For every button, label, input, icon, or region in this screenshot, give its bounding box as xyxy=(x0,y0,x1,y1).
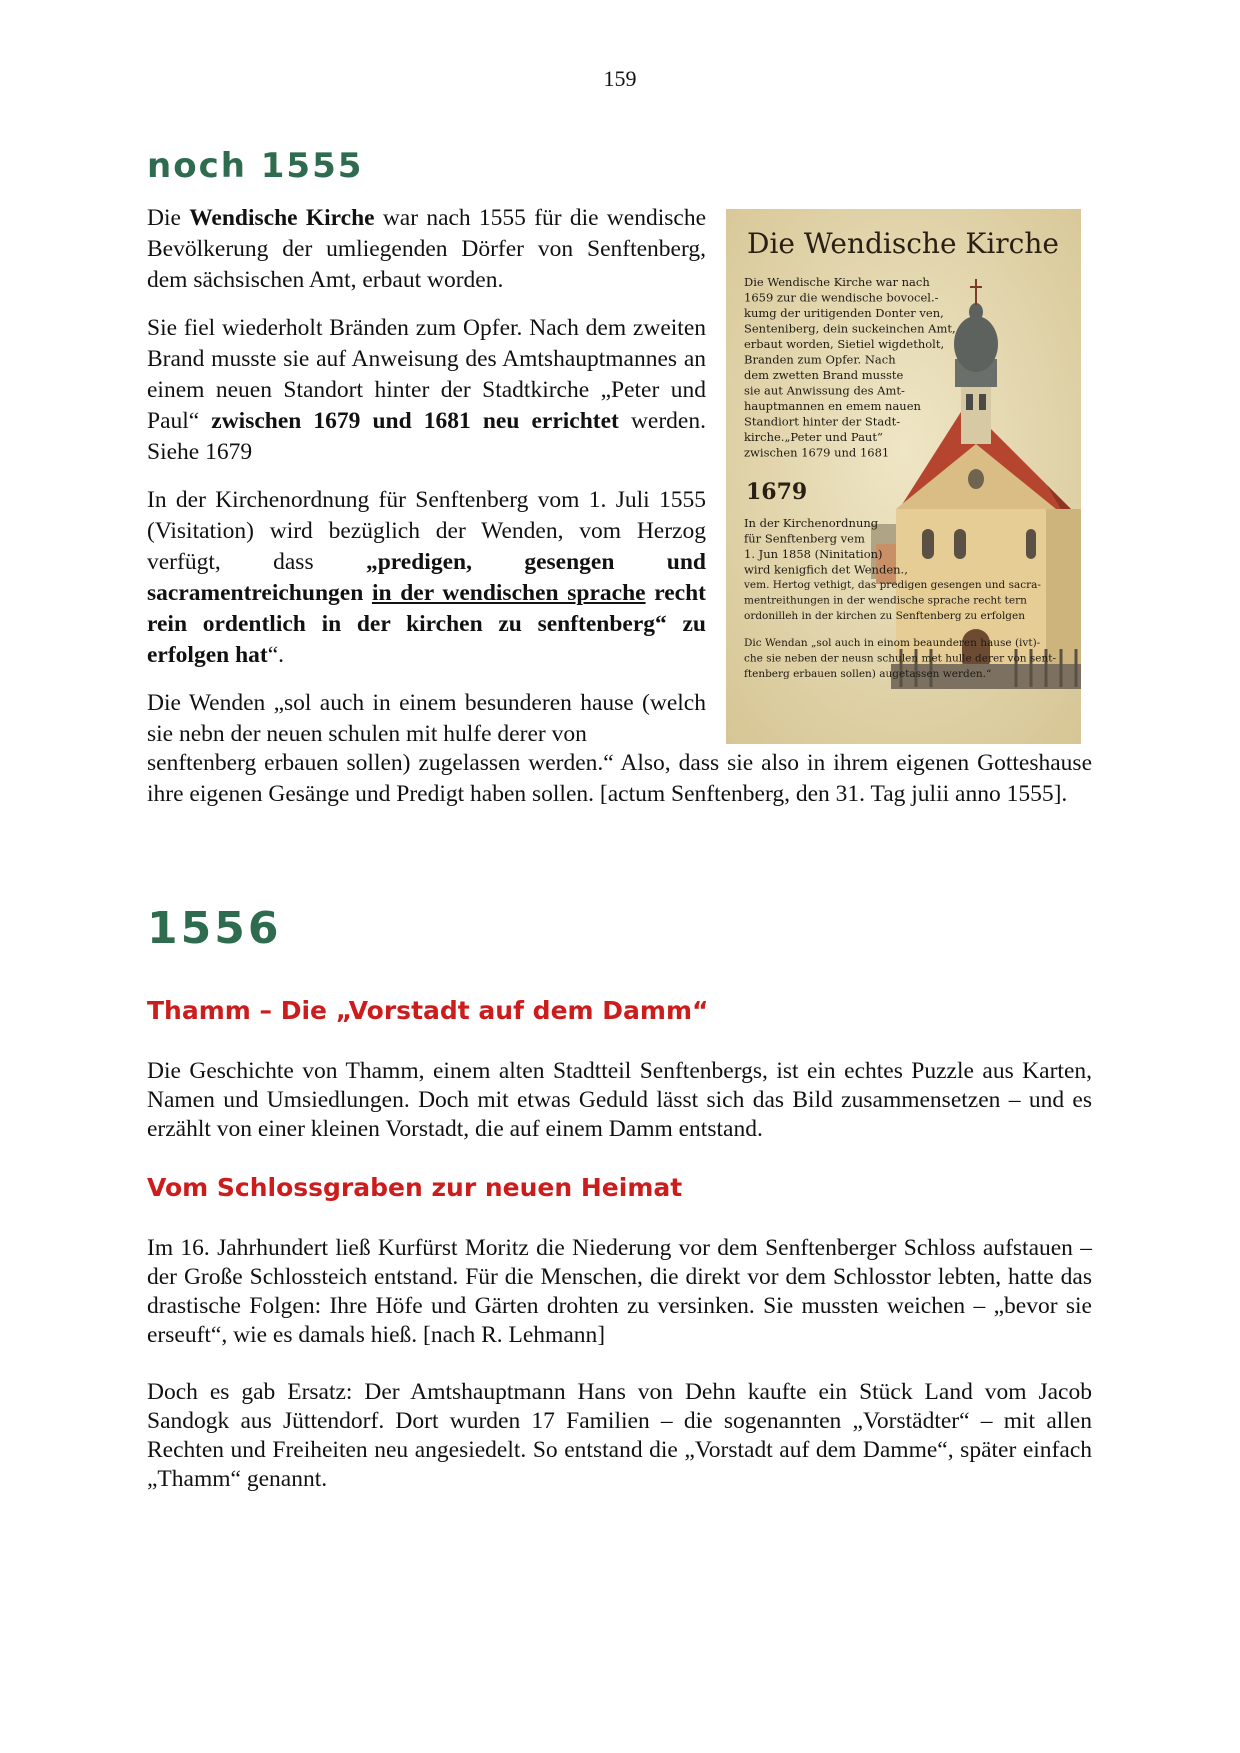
paragraph-braende: Sie fiel wiederholt Bränden zum Opfer. Nach dem zweiten Brand musste sie auf Anweisung des Amtshauptmannes an einem neuen Standort hinter der Stadtkirche „Peter und Paul“ zwischen 1679 und 1681 neu errichtet werden. Siehe 1679 xyxy=(147,315,706,465)
poster-line: sie aut Anwissung des Amt- xyxy=(744,383,905,398)
poster-line: ftenberg erbauen sollen) augetassen werden.“ xyxy=(744,668,992,680)
poster-line: Standiort hinter der Stadt- xyxy=(744,414,901,429)
poster-line: vem. Hertog vethigt, das predigen gesengen und sacra- xyxy=(744,579,1041,591)
poster-line: kumg der uritigenden Donter ven, xyxy=(744,306,944,320)
paragraph-kirchenordnung: In der Kirchenordnung für Senftenberg vom 1. Juli 1555 (Visitation) wird bezüglich der Wenden, vom Herzog verfügt, dass „predigen, gesengen und sacramentreichungen in der wendischen sprache recht rein ordentlich in der kirchen zu senftenberg“ zu erfolgen hat“. xyxy=(147,487,707,668)
poster-line: hauptmannen en emem nauen xyxy=(744,399,921,413)
poster-line: zwischen 1679 und 1681 xyxy=(744,445,890,460)
poster-title: Die Wendische Kirche xyxy=(747,227,1059,260)
poster-line: In der Kirchenordnung xyxy=(744,516,879,530)
paragraph-wenden-start: Die Wenden „sol auch in einem besunderen hause (welch sie nebn der neuen schulen mit hulfe derer von xyxy=(147,690,706,747)
section-heading-1556: 1556 xyxy=(147,903,282,954)
poster-line: Branden zum Opfer. Nach xyxy=(744,352,896,367)
poster-line: 1659 zur die wendische bovocel.- xyxy=(744,290,939,305)
poster-line: 1. Jun 1858 (Ninitation) xyxy=(744,547,883,561)
poster-line: che sie neben der neusn schulen met hulle derer von sent- xyxy=(744,652,1057,665)
paragraph-thamm-block xyxy=(147,1057,1092,1144)
poster-line: für Senftenberg vem xyxy=(744,531,865,546)
poster-line: mentreithungen in der wendische sprache recht tern xyxy=(744,594,1027,607)
church-tower-dome xyxy=(954,316,998,372)
paragraph-schloss-block-2 xyxy=(147,1378,1092,1494)
poster-line: Dic Wendan „sol auch in einom beaunderen hause (ivt)- xyxy=(744,637,1041,649)
page-number: 159 xyxy=(603,66,637,91)
section-heading-noch-1555: noch 1555 xyxy=(147,146,364,186)
wendische-kirche-poster xyxy=(726,209,1081,744)
poster-line: ordonilleh in der kirchen zu Senftenberg zu erfolgen xyxy=(744,610,1026,622)
heading-thamm: Thamm – Die „Vorstadt auf dem Damm“ xyxy=(147,996,709,1025)
poster-line: kirche.„Peter und Paut“ xyxy=(744,430,883,444)
poster-line: wird kenigfich det Wenden., xyxy=(744,562,908,577)
paragraph-wenden-end: senftenberg erbauen sollen) zugelassen werden.“ Also, dass sie also in ihrem eigenen Gotteshause ihre eigenen Gesänge und Predigt haben sollen. [actum Senftenberg, den 31. Tag julii anno 1555]. xyxy=(147,750,1092,807)
paragraph-schloss-2: Doch es gab Ersatz: Der Amtshauptmann Hans von Dehn kaufte ein Stück Land vom Jacob Sandogk aus Jüttendorf. Dort wurden 17 Familien – die sogenannten „Vorstädter“ – mit allen Rechten und Freiheiten neu angesiedelt. So entstand die „Vorstadt auf dem Damme“, später einfach „Thamm“ genannt. xyxy=(147,1379,1092,1492)
poster-line: dem zwetten Brand musste xyxy=(744,368,904,382)
column-text xyxy=(147,203,706,750)
paragraph-schloss-1: Im 16. Jahrhundert ließ Kurfürst Moritz die Niederung vor dem Senftenberger Schloss aufstauen – der Große Schlossteich entstand. Für die Menschen, die direkt vor dem Schlosstor lebten, hatte das drastische Folgen: Ihre Höfe und Gärten drohten zu versinken. Sie mussten weichen – „bevor sie erseuft“, wie es damals hieß. [nach R. Lehmann] xyxy=(147,1235,1092,1348)
poster-line: erbaut worden, Sietiel wigdetholt, xyxy=(744,337,945,351)
poster-line: Die Wendische Kirche war nach xyxy=(744,275,930,289)
poster-year: 1679 xyxy=(746,479,808,505)
heading-schlossgraben: Vom Schlossgraben zur neuen Heimat xyxy=(147,1173,683,1202)
poster-text-block-3 xyxy=(743,579,1041,622)
paragraph-schloss-block-1 xyxy=(147,1234,1092,1350)
paragraph-thamm: Die Geschichte von Thamm, einem alten Stadtteil Senftenbergs, ist ein echtes Puzzle aus Karten, Namen und Umsiedlungen. Doch mit etwas Geduld lässt sich das Bild zusammensetzen – und es erzählt von einer kleinen Vorstadt, die auf einem Damm entstand. xyxy=(147,1058,1092,1142)
poster-line: Senteniberg, dein suckeinchen Amt, xyxy=(744,321,956,336)
paragraph-wendische-kirche: Die Wendische Kirche war nach 1555 für die wendische Bevölkerung der umliegenden Dörfer von Senftenberg, dem sächsischen Amt, erbaut worden. xyxy=(147,205,706,293)
